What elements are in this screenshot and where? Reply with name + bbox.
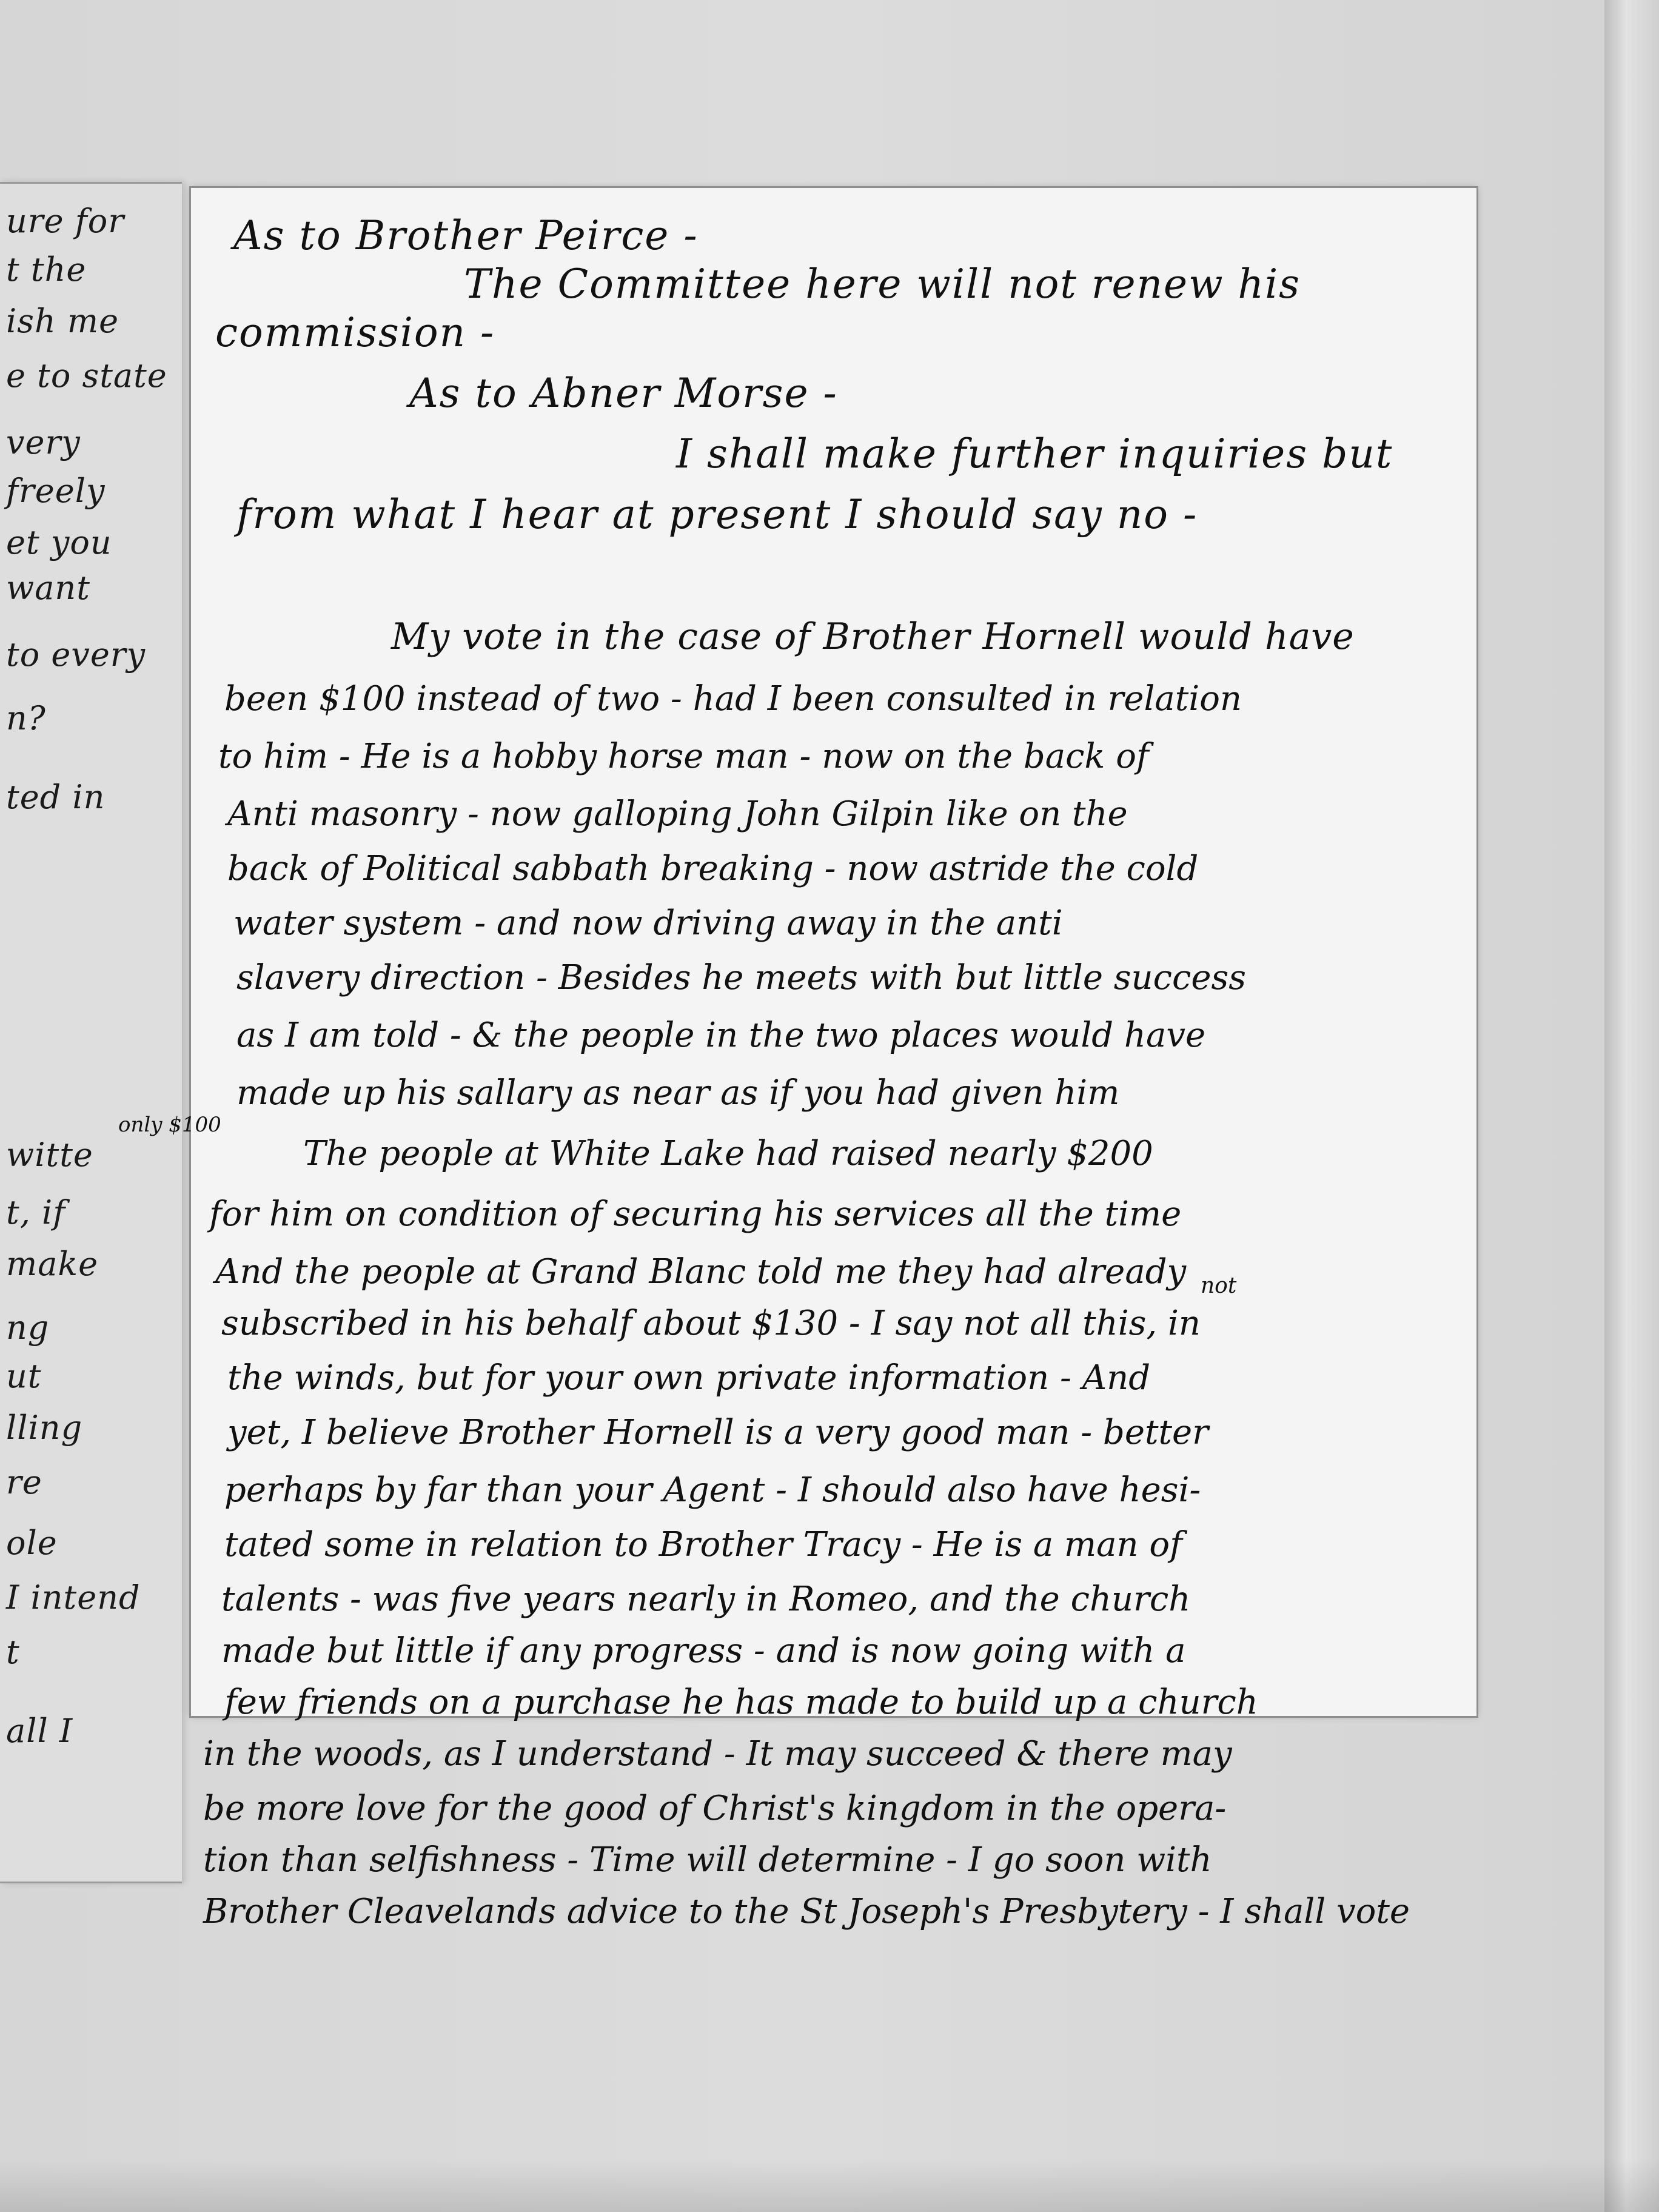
previous-page-fragment — [0, 182, 182, 1883]
fragment-line: et you — [6, 523, 112, 561]
letter-line: few friends on a purchase he has made to build up a church — [224, 1683, 1258, 1722]
fragment-line: make — [6, 1245, 99, 1283]
fragment-line: ish me — [6, 302, 119, 340]
book-edge — [1604, 0, 1659, 2212]
letter-line: yet, I believe Brother Hornell is a very good man - better — [227, 1413, 1208, 1452]
letter-sheet — [118, 188, 1476, 1722]
letter-line: as I am told - & the people in the two places would have — [236, 1016, 1206, 1055]
letter-line: As to Brother Peirce - — [233, 212, 699, 259]
fragment-line: ng — [6, 1309, 50, 1347]
fragment-line: all I — [6, 1712, 73, 1750]
letter-line: The Committee here will not renew his — [464, 261, 1301, 307]
fragment-line: t, if — [6, 1193, 66, 1232]
fragment-line: re — [6, 1463, 42, 1501]
bottom-shadow — [0, 2159, 1659, 2212]
fragment-line: want — [6, 569, 90, 607]
insert-note: not — [1201, 1273, 1237, 1298]
fragment-line: ure for — [6, 202, 125, 240]
fragment-line: lling — [6, 1409, 83, 1447]
letter-line: As to Abner Morse - — [409, 370, 838, 417]
letter-line: Anti masonry - now galloping John Gilpin like on the — [227, 794, 1128, 834]
fragment-line: freely — [6, 472, 106, 510]
letter-line: slavery direction - Besides he meets with but little success — [236, 958, 1246, 997]
letter-line: the winds, but for your own private information - And — [227, 1358, 1151, 1398]
fragment-line: e to state — [6, 357, 167, 395]
fragment-line: ted in — [6, 778, 106, 816]
letter-line: for him on condition of securing his services all the time — [209, 1195, 1182, 1234]
letter-line: My vote in the case of Brother Hornell would have — [391, 615, 1355, 658]
letter-line: made but little if any progress - and is now going with a — [221, 1631, 1186, 1671]
letter-line: in the woods, as I understand - It may succeed & there may — [203, 1734, 1232, 1774]
fragment-line: t — [6, 1633, 20, 1671]
letter-line: Brother Cleavelands advice to the St Joseph's Presbytery - I shall vote — [203, 1892, 1410, 1931]
letter-line: perhaps by far than your Agent - I should also have hesi- — [224, 1470, 1201, 1510]
letter-line: from what I hear at present I should say no - — [236, 491, 1198, 538]
fragment-line: very — [6, 423, 81, 461]
letter-line: tion than selfishness - Time will determine - I go soon with — [203, 1840, 1212, 1880]
letter-line: subscribed in his behalf about $130 - I say not all this, in — [221, 1304, 1201, 1343]
letter-line: been $100 instead of two - had I been consulted in relation — [224, 679, 1242, 719]
letter-line: The people at White Lake had raised nearly $200 — [303, 1134, 1153, 1173]
letter-line: talents - was five years nearly in Romeo, and the church — [221, 1580, 1191, 1619]
letter-line: back of Political sabbath breaking - now astride the cold — [227, 849, 1199, 888]
letter-line: tated some in relation to Brother Tracy - He is a man of — [224, 1525, 1182, 1564]
letter-line: And the people at Grand Blanc told me they had already — [215, 1252, 1187, 1292]
fragment-line: I intend — [6, 1578, 141, 1617]
letter-line: I shall make further inquiries but — [676, 431, 1393, 477]
letter-line: to him - He is a hobby horse man - now on the back of — [218, 737, 1149, 776]
fragment-line: to every — [6, 635, 146, 674]
fragment-line: witte — [6, 1136, 93, 1174]
fragment-line: ut — [6, 1357, 42, 1395]
fragment-line: n? — [6, 699, 46, 737]
letter-line: be more love for the good of Christ's kingdom in the opera- — [203, 1789, 1227, 1828]
fragment-line: ole — [6, 1524, 58, 1562]
margin-note: only $100 — [118, 1113, 221, 1137]
letter-line: water system - and now driving away in the anti — [233, 903, 1063, 943]
letter-line: commission - — [215, 309, 495, 356]
fragment-line: t the — [6, 250, 87, 289]
letter-line: made up his sallary as near as if you had given him — [236, 1073, 1120, 1113]
